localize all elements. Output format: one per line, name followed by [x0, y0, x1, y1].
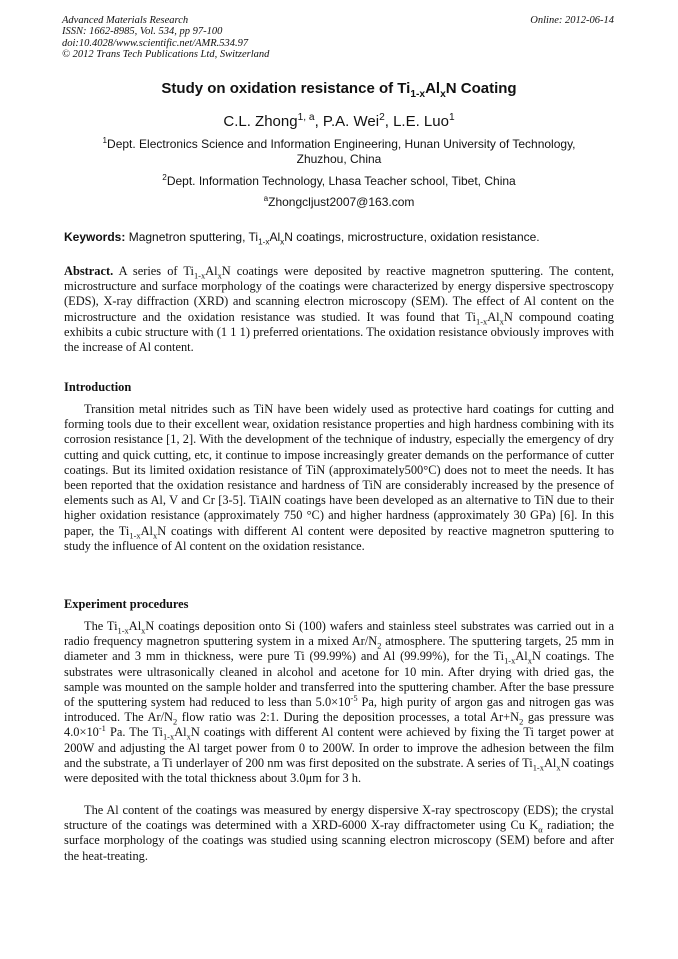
experiment-paragraph-2: The Al content of the coatings was measured by energy dispersive X-ray spectroscopy (EDS); the crystal structure of the coatings was determined with a XRD-6000 X-ray diffractometer using Cu $K_\alpha$ radiation; the surface morphology of the coatings was studied using scanning electron microscopy (SEM) before and after the heat-treating. [64, 803, 614, 863]
issn-line: ISSN: 1662-8985, Vol. 534, pp 97-100 [62, 26, 223, 38]
experiment-paragraph-1: The $Ti_{1-x}Al_xN$ coatings deposition onto Si (100) wafers and stainless steel substrates was carried out in a radio frequency magnetron sputtering system in a mixed $Ar/N_2$ atmosphere. The sputtering targets, 25 mm in diameter and 3 mm in thickness, were pure Ti (99.99%) and Al (99.99%), for the $Ti_{1-x}Al_xN$ coatings. The substrates were ultrasonically cleaned in alcohol and acetone for 10 min. After drying with dried gas, the sample was mounted on the sample holder and transferred into the sputtering chamber. After the base pressure of the sputtering system had reduced to less than $5.0\times 10^{-5}$ Pa, high purity of argon gas and nitrogen gas was introduced. The $Ar/N_2$ flow ratio was 2:1. During the deposition processes, a total $Ar+N_2$ gas pressure was $4.0\times 10^{-1}$ Pa. The $Ti_{1-x}Al_xN$ coatings with different Al content were achieved by fixing the Ti target power at 200W and adjusting the Al target power from 0 to 200W. In order to improve the adhesion between the film and the substrate, a Ti underlayer of 200 nm was first deposited on the substrate. A series of $Ti_{1-x}Al_xN$ coatings were deposited with the total thickness about 3.0μm for 3 h. [64, 619, 615, 786]
paper-title: Study on oxidation resistance of $Ti_{1-x}Al_xN$ Coating [161, 80, 517, 100]
copyright-line: © 2012 Trans Tech Publications Ltd, Switzerland [62, 49, 270, 61]
experiment-heading: Experiment procedures [64, 597, 189, 611]
keywords: Keywords: Magnetron sputtering, $Ti_{1-x}Al_xN$ coatings, microstructure, oxidation resistance. [64, 230, 540, 247]
abstract: Abstract. A series of $Ti_{1-x}Al_xN$ coatings were deposited by reactive magnetron sputtering. The content, microstructure and surface morphology of the coatings were characterized by energy dispersive spectroscopy (EDS), X-ray diffraction (XRD) and scanning electron microscopy (SEM). The effect of Al content on the microstructure and the oxidation resistance was studied. It was found that $Ti_{1-x}Al_xN$ compound coating exhibits a cubic structure with (1 1 1) preferred orientations. The oxidation resistance obviously improves with the increase of Al content. [64, 264, 614, 355]
affiliation-1: $^1$Dept. Electronics Science and Information Engineering, Hunan University of Technology, Zhuzhou, China [102, 136, 576, 166]
doi-line: doi:10.4028/www.scientific.net/AMR.534.97 [62, 37, 249, 49]
author-list: C.L. Zhong$^{1, a}$, P.A. Wei$^2$, L.E. Luo$^1$ [223, 112, 455, 130]
journal-header [62, 15, 269, 61]
introduction-heading: Introduction [64, 380, 132, 394]
affiliation-2: $^2$Dept. Information Technology, Lhasa Teacher school, Tibet, China [162, 173, 516, 188]
journal-name: Advanced Materials Research [62, 15, 189, 26]
author-email: $^a$Zhongcljust2007@163.com [263, 194, 415, 209]
online-date: Online: 2012-06-14 [530, 15, 614, 26]
introduction-text: Transition metal nitrides such as TiN have been widely used as protective hard coatings for cutting and forming tools due to their excellent wear, oxidation resistance properties and high hardness combining with its corrosion resistance [1, 2]. With the development of the technique of industry, especially the emergency of dry cutting and quick cutting, etc, it continue to impose increasingly greater demands on the performance of cutter coatings. But its limited oxidation resistance of TiN (approximately500°C) does not to meet the needs. It has been reported that the oxidation resistance and hardness of TiN are considerably increased by the presence of elements such as Al, V and Cr [3-5]. TiAlN coatings have been developed as an alternative to TiN due to their higher oxidation resistance (approximately 750 °C) and higher hardness (approximately 30 GPa) [6]. In this paper, the $Ti_{1-x}Al_xN$ coatings with different Al content were deposited by reactive magnetron sputtering to study the influence of Al content on the oxidation resistance. [64, 402, 614, 553]
